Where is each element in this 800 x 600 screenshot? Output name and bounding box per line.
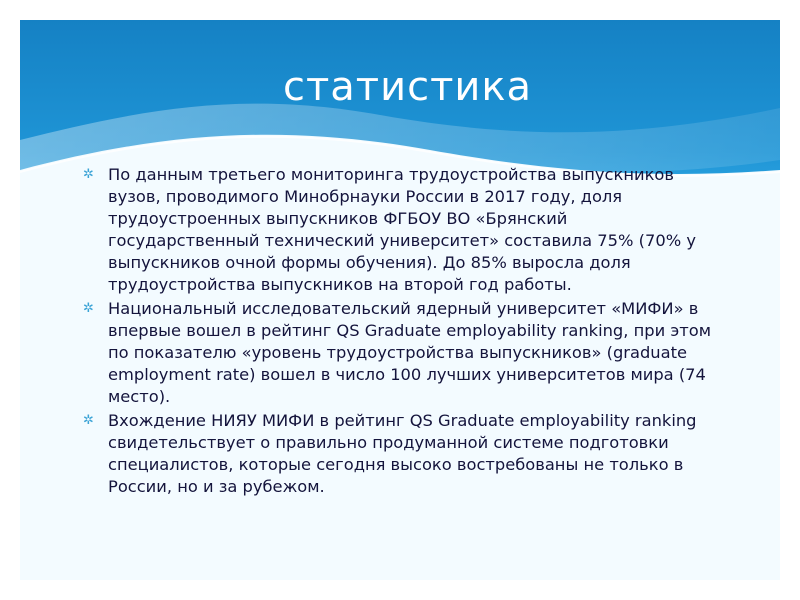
slide-frame	[20, 20, 780, 580]
bullet-list	[82, 164, 722, 500]
bullet-item	[82, 164, 722, 296]
slide-title: статистика	[283, 64, 533, 110]
bullet-item	[82, 410, 722, 498]
bullet-item	[82, 298, 722, 408]
bullet-text: Вхождение НИЯУ МИФИ в рейтинг QS Graduate employability ranking свидетельствует о правильно продуманной системе подготовки специалистов, которые сегодня высоко востребованы не только в России, но и за рубежом.	[108, 411, 697, 496]
asterisk-bullet-icon: ✲	[83, 301, 94, 316]
bullet-text: По данным третьего мониторинга трудоустройства выпускников вузов, проводимого Минобрнауки России в 2017 году, доля трудоустроенных выпускников ФГБОУ ВО «Брянский государственный технический университет» составила 75% (70% у выпускников очной формы обучения). До 85% выросла доля трудоустройства выпускников на второй год работы.	[108, 165, 696, 294]
asterisk-bullet-icon: ✲	[83, 167, 94, 182]
bullet-text: Национальный исследовательский ядерный университет «МИФИ» в впервые вошел в рейтинг QS Graduate employability ranking, при этом по показателю «уровень трудоустройства выпускников» (graduate employment rate) вошел в число 100 лучших университетов мира (74 место).	[108, 299, 712, 406]
asterisk-bullet-icon: ✲	[83, 413, 94, 428]
